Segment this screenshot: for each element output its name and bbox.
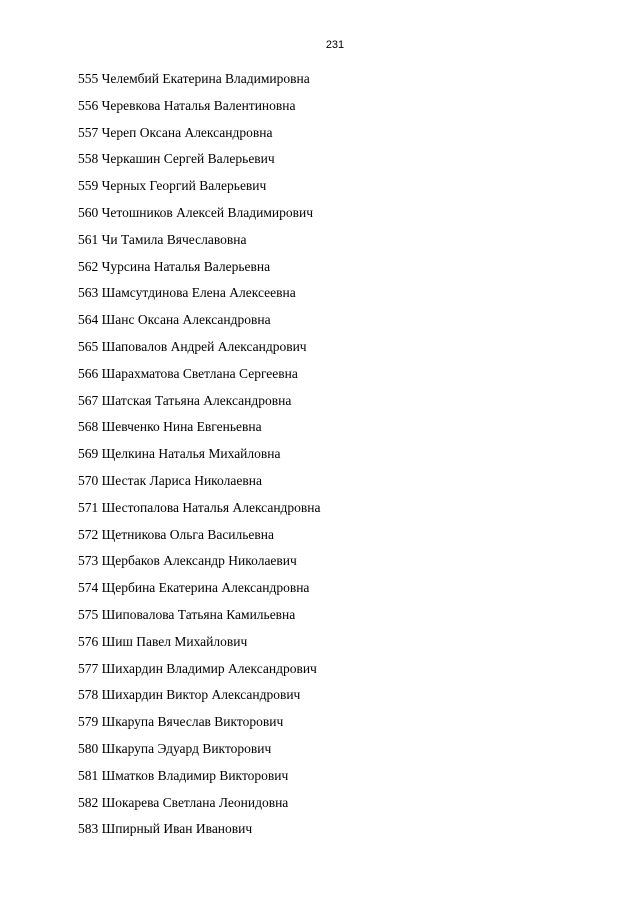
list-item: 574 Щербина Екатерина Александровна xyxy=(78,580,310,596)
list-item: 555 Челембий Екатерина Владимировна xyxy=(78,71,310,86)
list-item: 556 Черевкова Наталья Валентиновна xyxy=(78,97,296,113)
list-item: 558 Черкашин Сергей Валерьевич xyxy=(78,151,275,167)
list-item: 570 Шестак Лариса Николаевна xyxy=(78,472,262,488)
list-item: 566 Шарахматова Светлана Сергеевна xyxy=(78,365,298,381)
page-number: 231 xyxy=(325,39,345,51)
list-item: 577 Шихардин Владимир Александрович xyxy=(78,660,317,676)
list-item: 576 Шиш Павел Михайлович xyxy=(78,633,248,649)
list-item: 575 Шиповалова Татьяна Камильевна xyxy=(78,606,296,622)
list-item: 563 Шамсутдинова Елена Алексеевна xyxy=(78,285,296,301)
list-item: 580 Шкарупа Эдуард Викторович xyxy=(78,740,272,756)
list-item: 562 Чурсина Наталья Валерьевна xyxy=(78,258,271,274)
list-item: 567 Шатская Татьяна Александровна xyxy=(78,392,292,408)
list-item: 573 Щербаков Александр Николаевич xyxy=(78,553,297,569)
list-item: 571 Шестопалова Наталья Александровна xyxy=(78,499,321,515)
list-item: 582 Шокарева Светлана Леонидовна xyxy=(78,794,289,810)
name-list xyxy=(78,66,321,843)
list-item: 568 Шевченко Нина Евгеньевна xyxy=(78,419,262,435)
list-item: 557 Череп Оксана Александровна xyxy=(78,124,273,140)
list-item: 561 Чи Тамила Вячеславовна xyxy=(78,231,247,247)
list-item: 565 Шаповалов Андрей Александрович xyxy=(78,338,307,354)
list-item: 559 Черных Георгий Валерьевич xyxy=(78,178,267,194)
list-item: 578 Шихардин Виктор Александрович xyxy=(78,687,301,703)
list-item: 579 Шкарупа Вячеслав Викторович xyxy=(78,714,284,730)
list-item: 581 Шматков Владимир Викторович xyxy=(78,767,289,783)
list-item: 569 Щелкина Наталья Михайловна xyxy=(78,446,281,462)
list-item: 572 Щетникова Ольга Васильевна xyxy=(78,526,275,542)
list-item: 560 Четошников Алексей Владимирович xyxy=(78,204,314,220)
list-item: 583 Шпирный Иван Иванович xyxy=(78,821,253,837)
list-item: 564 Шанс Оксана Александровна xyxy=(78,312,271,328)
